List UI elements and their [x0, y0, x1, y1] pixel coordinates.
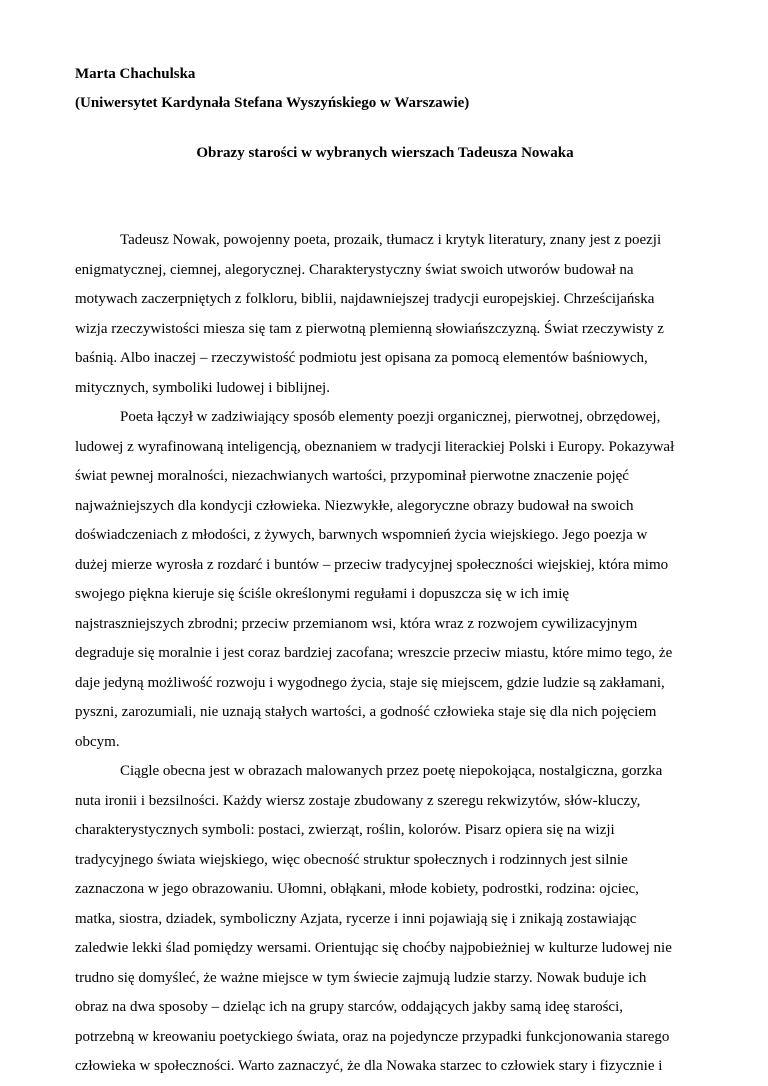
text-line: świat pewnej moralności, niezachwianych wartości, przypominał pierwotne znaczenie pojęć	[75, 468, 629, 484]
text-line: swojego piękna kieruje się ściśle określonymi regułami i dopuszcza się w ich imię	[75, 586, 570, 602]
paper-title: Obrazy starości w wybranych wierszach Tadeusza Nowaka	[196, 145, 574, 161]
text-line: najważniejszych dla kondycji człowieka. Niezwykłe, alegoryczne obrazy budował na swoich	[75, 497, 634, 514]
text-line: daje jedyną możliwość rozwoju i wygodnego życia, staje się miejscem, gdzie ludzie są zakłamani,	[75, 674, 665, 691]
text-line: Tadeusz Nowak, powojenny poeta, prozaik, tłumacz i krytyk literatury, znany jest z poezji	[120, 232, 662, 248]
author-affiliation: (Uniwersytet Kardynała Stefana Wyszyńskiego w Warszawie)	[75, 95, 470, 111]
text-line: obcym.	[75, 733, 120, 750]
text-line: człowieka w społeczności. Warto zaznaczyć, że dla Nowaka starzec to człowiek stary i fizycznie i	[75, 1058, 663, 1074]
text-line: Ciągle obecna jest w obrazach malowanych przez poetę niepokojąca, nostalgiczna, gorzka	[120, 763, 663, 779]
text-line: ludowej z wyrafinowaną inteligencją, obeznaniem w tradycji literackiej Polski i Europy. Pokazywał	[75, 438, 675, 455]
text-line: Poeta łączył w zadziwiający sposób elementy poezji organicznej, pierwotnej, obrzędowej,	[120, 409, 661, 425]
text-line: doświadczeniach z młodości, z żywych, barwnych wspomnień życia wiejskiego. Jego poezja w	[75, 527, 648, 543]
text-line: potrzebną w kreowaniu poetyckiego świata, oraz na pojedyncze przypadki funkcjonowania starego	[75, 1028, 670, 1045]
text-line: zaledwie lekki ślad pomiędzy wersami. Orientując się choćby najpobieżniej w kulturze ludowej nie	[75, 940, 672, 956]
text-line: najstraszniejszych zbrodni; przeciw przemianom wsi, która wraz z rozwojem cywilizacyjnym	[75, 615, 638, 632]
text-line: degraduje się moralnie i jest coraz bardziej zacofana; wreszcie przeciw miastu, które mimo tego, że	[75, 645, 673, 661]
paper-body	[75, 230, 695, 1086]
author-name: Marta Chachulska	[75, 66, 196, 82]
text-line: charakterystycznych symboli: postaci, zwierząt, roślin, kolorów. Pisarz opiera się na wizji	[75, 822, 615, 838]
text-line: zaznaczona w jego obrazowaniu. Ułomni, obłąkani, młode kobiety, podrostki, rodzina: ojciec,	[75, 881, 639, 897]
text-line: tradycyjnego świata wiejskiego, więc obecność struktur społecznych i rodzinnych jest silnie	[75, 851, 628, 868]
paragraph	[75, 407, 695, 761]
text-line: matka, siostra, dziadek, symboliczny Azjata, rycerze i inni pojawiają się i znikają zostawiając	[75, 910, 637, 927]
text-line: motywach zaczerpniętych z folkloru, biblii, najdawniejszej tradycji europejskiej. Chrześcijańska	[75, 291, 655, 307]
text-line: enigmatycznej, ciemnej, alegorycznej. Charakterystyczny świat swoich utworów budował na	[75, 261, 634, 278]
text-line: nuta ironii i bezsilności. Każdy wiersz zostaje zbudowany z szeregu rekwizytów, słów-kluczy,	[75, 792, 641, 809]
text-line: pyszni, zarozumiali, nie uznają stałych wartości, a godność człowieka staje się dla nich pojęciem	[75, 704, 657, 720]
paragraph	[75, 230, 695, 407]
paragraph	[75, 761, 695, 1086]
text-line: dużej mierze wyrosła z rozdarć i buntów – przeciw tradycyjnej społeczności wiejskiej, która mimo	[75, 556, 669, 573]
text-line: obraz na dwa sposoby – dzieląc ich na grupy starców, oddających jakby samą ideę starości,	[75, 999, 623, 1015]
text-line: baśnią. Albo inaczej – rzeczywistość podmiotu jest opisana za pomocą elementów baśniowych,	[75, 350, 648, 366]
text-line: wizja rzeczywistości miesza się tam z pierwotną plemienną słowiańszczyzną. Świat rzeczywisty z	[75, 320, 664, 337]
text-line: mitycznych, symboliki ludowej i biblijnej.	[75, 379, 330, 396]
text-line: trudno się domyśleć, że ważne miejsce w tym świecie zajmują ludzie starzy. Nowak buduje ich	[75, 969, 647, 986]
